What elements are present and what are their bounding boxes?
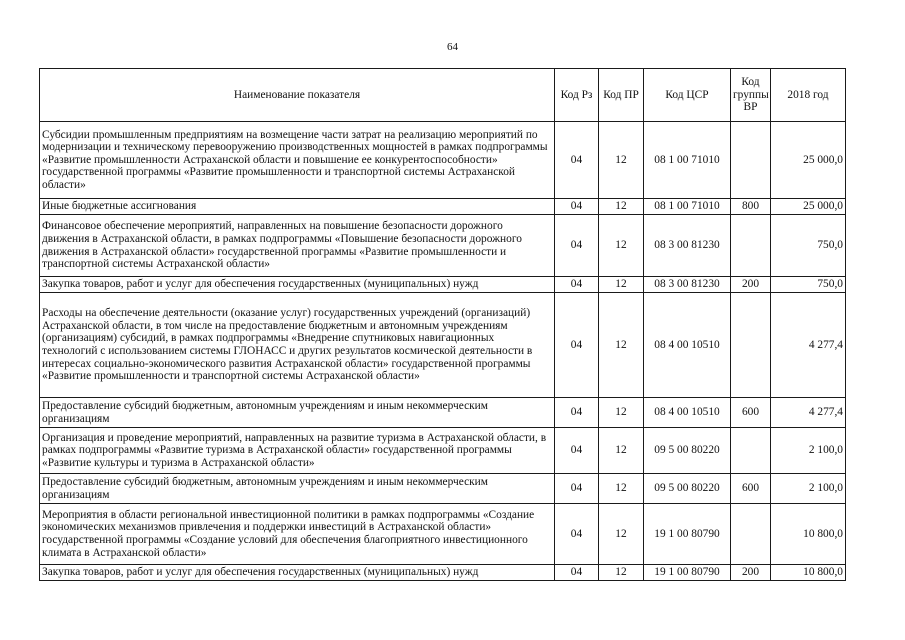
row-pr: 12 <box>599 504 644 565</box>
header-vr: Код группы ВР <box>731 69 771 122</box>
row-csr: 08 1 00 71010 <box>644 122 731 199</box>
row-vr: 800 <box>731 199 771 215</box>
table-row <box>40 428 846 474</box>
row-name: Расходы на обеспечение деятельности (оказание услуг) государственных учреждений (организаций) Астраханской области, в том числе на предоставление бюджетным и автономным учреждениям (организациям) субсидий, в рамках подпрограммы «Внедрение спутниковых навигационных технологий с использованием системы ГЛОНАСС и других результатов космической деятельности в интересах социально-экономического развития Астраханской области» государственной программы «Развитие промышленности и транспортной системы Астраханской области» <box>40 293 555 398</box>
table-row <box>40 277 846 293</box>
row-csr: 09 5 00 80220 <box>644 474 731 504</box>
header-pr: Код ПР <box>599 69 644 122</box>
table-header-row <box>40 69 846 122</box>
row-amount: 4 277,4 <box>771 398 846 428</box>
row-vr <box>731 504 771 565</box>
budget-table <box>39 68 846 581</box>
page-number: 64 <box>447 41 458 53</box>
row-rz: 04 <box>555 122 599 199</box>
table-row <box>40 199 846 215</box>
row-csr: 09 5 00 80220 <box>644 428 731 474</box>
row-pr: 12 <box>599 474 644 504</box>
row-csr: 08 1 00 71010 <box>644 199 731 215</box>
row-csr: 19 1 00 80790 <box>644 565 731 581</box>
row-amount: 10 800,0 <box>771 504 846 565</box>
table-row <box>40 122 846 199</box>
row-vr: 200 <box>731 277 771 293</box>
row-vr <box>731 122 771 199</box>
row-rz: 04 <box>555 293 599 398</box>
row-csr: 08 3 00 81230 <box>644 277 731 293</box>
row-pr: 12 <box>599 215 644 277</box>
row-pr: 12 <box>599 565 644 581</box>
table-row <box>40 215 846 277</box>
row-pr: 12 <box>599 428 644 474</box>
row-vr: 600 <box>731 398 771 428</box>
row-pr: 12 <box>599 122 644 199</box>
row-rz: 04 <box>555 277 599 293</box>
row-vr: 600 <box>731 474 771 504</box>
row-rz: 04 <box>555 504 599 565</box>
header-rz: Код Рз <box>555 69 599 122</box>
row-rz: 04 <box>555 428 599 474</box>
row-csr: 08 4 00 10510 <box>644 293 731 398</box>
row-name: Мероприятия в области региональной инвестиционной политики в рамках подпрограммы «Создание экономических механизмов привлечения и поддержки инвестиций в Астраханской области» государственной программы «Создание условий для обеспечения благоприятного инвестиционного климата в Астраханской области» <box>40 504 555 565</box>
row-rz: 04 <box>555 565 599 581</box>
row-name: Закупка товаров, работ и услуг для обеспечения государственных (муниципальных) нужд <box>40 565 555 581</box>
row-amount: 4 277,4 <box>771 293 846 398</box>
row-amount: 25 000,0 <box>771 199 846 215</box>
row-vr <box>731 215 771 277</box>
table-row <box>40 474 846 504</box>
row-pr: 12 <box>599 293 644 398</box>
row-pr: 12 <box>599 199 644 215</box>
row-name: Иные бюджетные ассигнования <box>40 199 555 215</box>
row-name: Закупка товаров, работ и услуг для обеспечения государственных (муниципальных) нужд <box>40 277 555 293</box>
table-row <box>40 565 846 581</box>
row-csr: 08 4 00 10510 <box>644 398 731 428</box>
row-name: Предоставление субсидий бюджетным, автономным учреждениям и иным некоммерческим организациям <box>40 474 555 504</box>
row-name: Субсидии промышленным предприятиям на возмещение части затрат на реализацию мероприятий по модернизации и техническому перевооружению производственных мощностей в рамках подпрограммы «Развитие промышленности Астраханской области и повышение ее конкурентоспособности» государственной программы «Развитие промышленности и транспортной системы Астраханской области» <box>40 122 555 199</box>
row-csr: 08 3 00 81230 <box>644 215 731 277</box>
row-amount: 25 000,0 <box>771 122 846 199</box>
row-rz: 04 <box>555 474 599 504</box>
row-amount: 2 100,0 <box>771 428 846 474</box>
row-pr: 12 <box>599 277 644 293</box>
row-vr: 200 <box>731 565 771 581</box>
row-vr <box>731 293 771 398</box>
row-amount: 2 100,0 <box>771 474 846 504</box>
header-csr: Код ЦСР <box>644 69 731 122</box>
row-rz: 04 <box>555 199 599 215</box>
row-vr <box>731 428 771 474</box>
row-rz: 04 <box>555 215 599 277</box>
row-name: Организация и проведение мероприятий, направленных на развитие туризма в Астраханской области, в рамках подпрограммы «Развитие туризма в Астраханской области» государственной программы «Развитие культуры и туризма в Астраханской области» <box>40 428 555 474</box>
row-pr: 12 <box>599 398 644 428</box>
header-year: 2018 год <box>771 69 846 122</box>
row-amount: 10 800,0 <box>771 565 846 581</box>
row-name: Предоставление субсидий бюджетным, автономным учреждениям и иным некоммерческим организациям <box>40 398 555 428</box>
table-row <box>40 293 846 398</box>
row-csr: 19 1 00 80790 <box>644 504 731 565</box>
header-name: Наименование показателя <box>40 69 555 122</box>
table-row <box>40 398 846 428</box>
row-rz: 04 <box>555 398 599 428</box>
row-name: Финансовое обеспечение мероприятий, направленных на повышение безопасности дорожного движения в Астраханской области, в рамках подпрограммы «Повышение безопасности дорожного движения в Астраханской области» государственной программы «Развитие промышленности и транспортной системы Астраханской области» <box>40 215 555 277</box>
row-amount: 750,0 <box>771 277 846 293</box>
table-row <box>40 504 846 565</box>
row-amount: 750,0 <box>771 215 846 277</box>
